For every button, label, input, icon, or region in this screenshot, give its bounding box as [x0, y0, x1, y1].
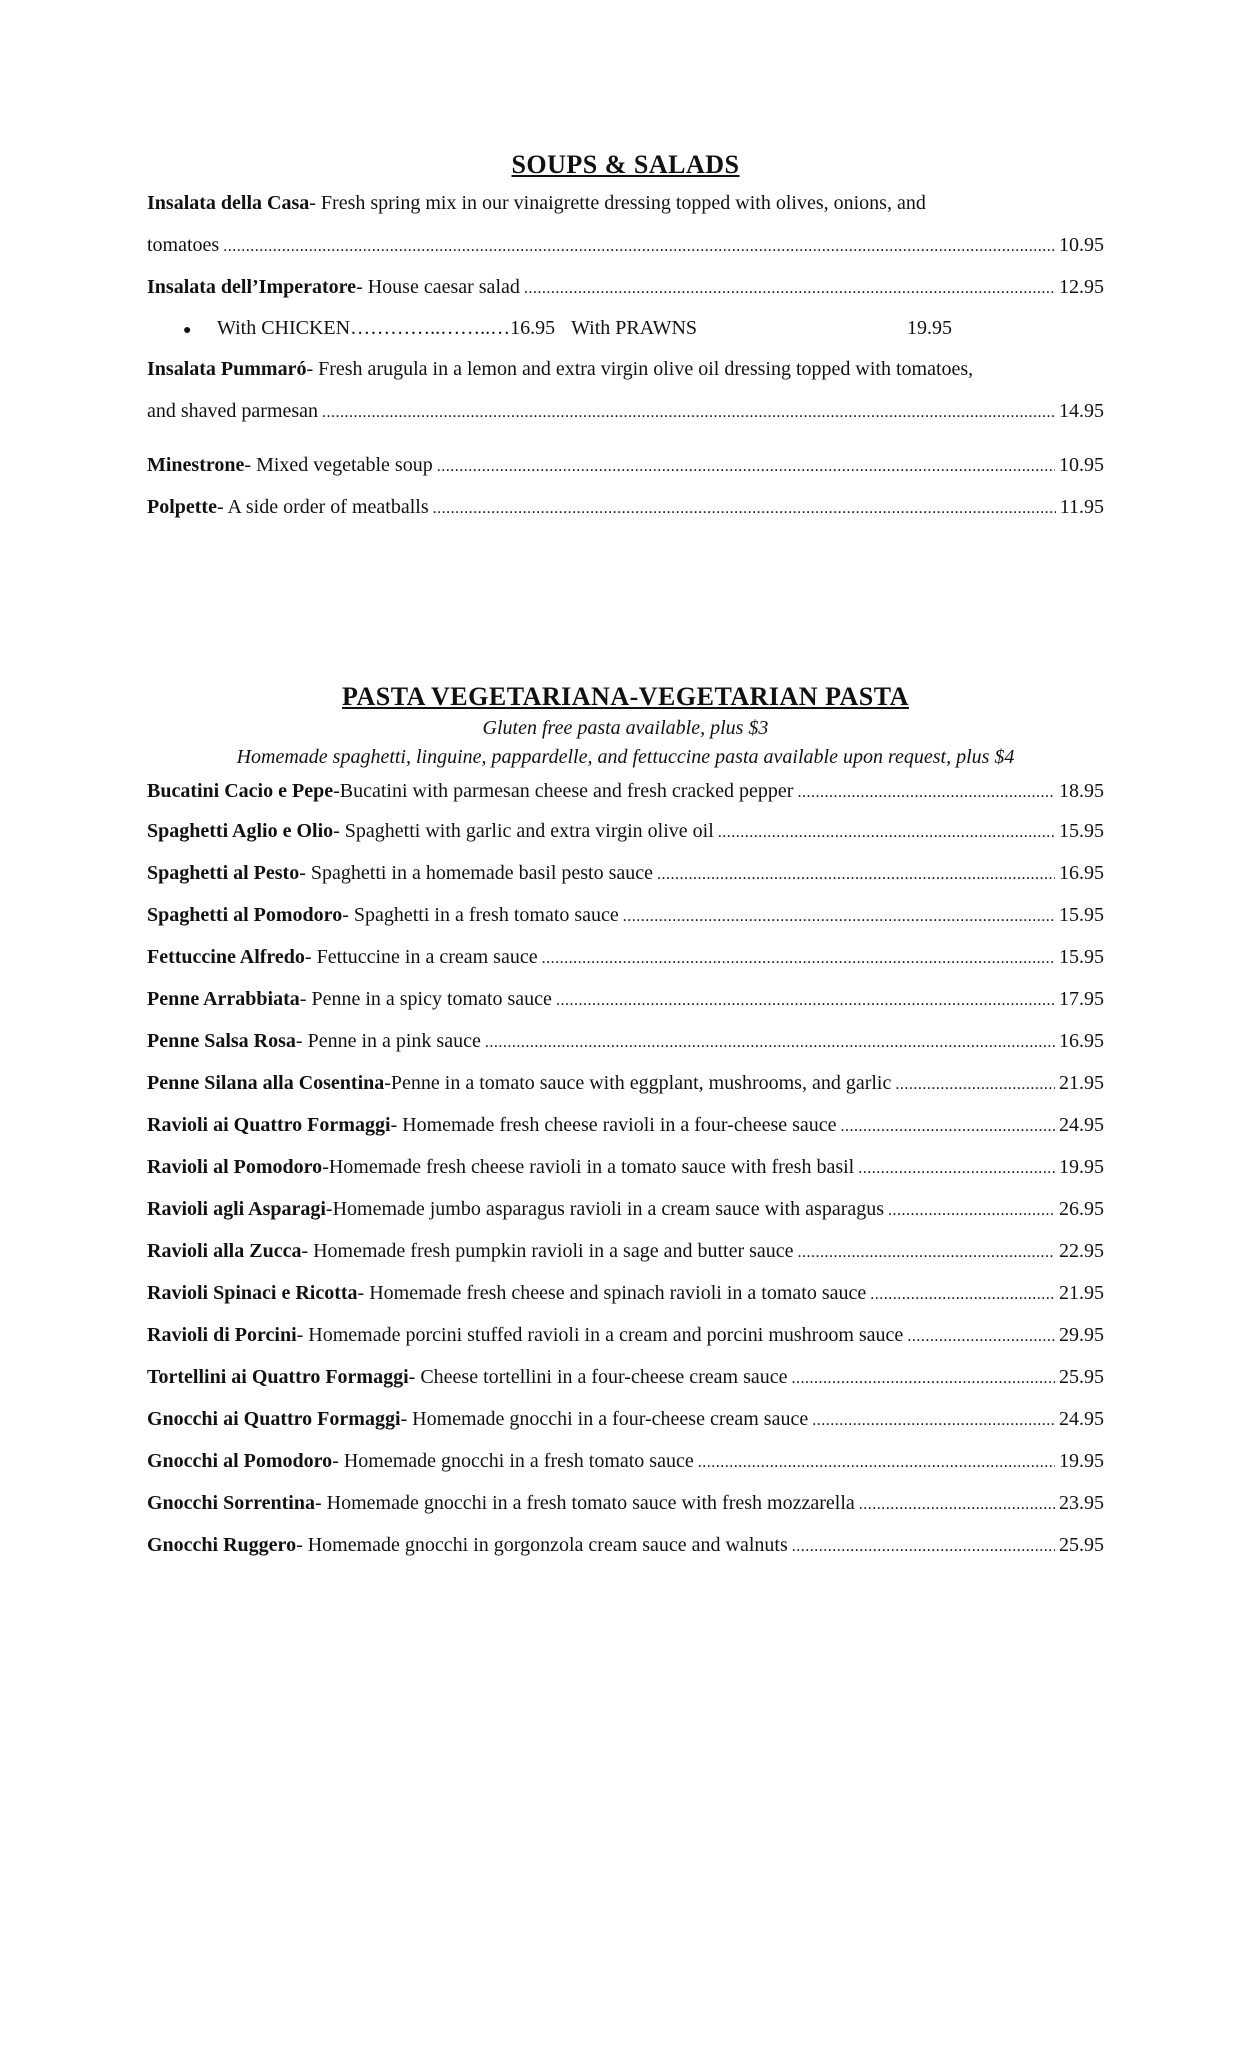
dot-leader [556, 978, 1055, 1022]
menu-item [147, 1188, 1104, 1230]
gluten-free-note: Gluten free pasta available, plus $3 [482, 717, 769, 739]
item-name: Gnocchi Sorrentina [147, 1492, 315, 1514]
menu-item [147, 936, 1104, 978]
item-price: 21.95 [1059, 1072, 1104, 1094]
menu-item-pummaro [147, 348, 1104, 390]
item-description: - Fresh arugula in a lemon and extra virgin olive oil dressing topped with tomatoes, [306, 358, 974, 380]
dot-leader [859, 1482, 1055, 1526]
item-price: 15.95 [1059, 946, 1104, 968]
dot-leader [433, 486, 1056, 530]
item-price: 15.95 [1059, 820, 1104, 842]
item-price: 16.95 [1059, 1030, 1104, 1052]
dot-leader [698, 1440, 1055, 1484]
dot-leader [542, 936, 1055, 980]
item-description: - A side order of meatballs [216, 496, 429, 518]
menu-item [147, 1104, 1104, 1146]
addon-chicken-dots: …………..……..… [350, 317, 511, 339]
item-price: 25.95 [1059, 1366, 1104, 1388]
item-description: -Bucatini with parmesan cheese and fresh cracked pepper [333, 780, 794, 802]
item-name: Polpette [147, 496, 217, 518]
item-description: - Cheese tortellini in a four-cheese cream sauce [408, 1366, 788, 1388]
item-name: Minestrone [147, 454, 245, 476]
item-name: Bucatini Cacio e Pepe [147, 780, 334, 802]
item-price: 25.95 [1059, 1534, 1104, 1556]
item-name: Ravioli al Pomodoro [147, 1156, 323, 1178]
item-name: Penne Arrabbiata [147, 988, 300, 1010]
dot-leader [223, 224, 1055, 268]
menu-item [147, 1440, 1104, 1482]
addon-chicken-price: 16.95 [510, 317, 556, 339]
dot-leader [792, 1356, 1055, 1400]
item-description: - Spaghetti with garlic and extra virgin olive oil [333, 820, 714, 842]
item-name: Ravioli alla Zucca [147, 1240, 302, 1262]
dot-leader [895, 1062, 1055, 1106]
menu-item [147, 1398, 1104, 1440]
item-name: Ravioli ai Quattro Formaggi [147, 1114, 391, 1136]
dot-leader [322, 390, 1055, 434]
item-description: - Spaghetti in a fresh tomato sauce [342, 904, 619, 926]
menu-item [147, 1020, 1104, 1062]
item-name: Insalata dell’Imperatore [147, 276, 357, 298]
item-description: - Spaghetti in a homemade basil pesto sauce [299, 862, 654, 884]
item-description: - Homemade fresh pumpkin ravioli in a sage and butter sauce [301, 1240, 794, 1262]
dot-leader [718, 810, 1055, 854]
item-description-cont: and shaved parmesan [147, 400, 319, 422]
item-price: 26.95 [1059, 1198, 1104, 1220]
item-description: -Homemade fresh cheese ravioli in a tomato sauce with fresh basil [322, 1156, 855, 1178]
item-description: - Homemade fresh cheese ravioli in a four-cheese sauce [390, 1114, 837, 1136]
menu-item [147, 772, 1104, 810]
menu-item [147, 1356, 1104, 1398]
dot-leader [812, 1398, 1055, 1442]
item-name: Spaghetti al Pomodoro [147, 904, 343, 926]
item-price: 12.95 [1059, 276, 1104, 298]
menu-item-polpette [147, 486, 1104, 528]
item-price: 14.95 [1059, 400, 1104, 422]
item-description: -Homemade jumbo asparagus ravioli in a cream sauce with asparagus [325, 1198, 885, 1220]
dot-leader [792, 1524, 1055, 1568]
item-name: Ravioli di Porcini [147, 1324, 297, 1346]
item-description: - House caesar salad [356, 276, 520, 298]
item-name: Penne Silana alla Cosentina [147, 1072, 385, 1094]
dot-leader [657, 852, 1055, 896]
item-price: 23.95 [1059, 1492, 1104, 1514]
item-description: - Penne in a pink sauce [295, 1030, 481, 1052]
item-name: Insalata Pummaró [147, 358, 307, 380]
menu-item [147, 1314, 1104, 1356]
menu-item-casa [147, 182, 1104, 224]
addon-chicken-label: With CHICKEN [217, 317, 351, 339]
menu-item [147, 1482, 1104, 1524]
addon-prawns-label: With PRAWNS [571, 317, 698, 339]
menu-item [147, 1272, 1104, 1314]
item-description: - Penne in a spicy tomato sauce [299, 988, 552, 1010]
soups-salads-section [147, 148, 1104, 528]
item-description: - Fresh spring mix in our vinaigrette dressing topped with olives, onions, and [309, 192, 926, 214]
dot-leader [797, 772, 1055, 812]
item-description: - Homemade fresh cheese and spinach ravioli in a tomato sauce [357, 1282, 867, 1304]
item-price: 18.95 [1059, 780, 1104, 802]
item-description: - Mixed vegetable soup [244, 454, 433, 476]
dot-leader [907, 1314, 1055, 1358]
item-name: Gnocchi al Pomodoro [147, 1450, 333, 1472]
menu-item-imperatore [147, 266, 1104, 308]
dot-leader [623, 894, 1055, 938]
homemade-pasta-note: Homemade spaghetti, linguine, pappardelle, and fettuccine pasta available upon request, plus $4 [236, 746, 1015, 768]
menu-item-minestrone [147, 444, 1104, 486]
dot-leader [858, 1146, 1055, 1190]
item-description: - Homemade gnocchi in gorgonzola cream sauce and walnuts [296, 1534, 788, 1556]
section-title-pasta: PASTA VEGETARIANA-VEGETARIAN PASTA [342, 682, 909, 711]
pasta-section [147, 680, 1104, 1566]
menu-item [147, 852, 1104, 894]
dot-leader [798, 1230, 1055, 1274]
addon-row [147, 308, 1104, 348]
menu-item [147, 1524, 1104, 1566]
menu-item [147, 1062, 1104, 1104]
addon-prawns-price: 19.95 [907, 317, 953, 339]
item-description-cont: tomatoes [147, 234, 220, 256]
item-name: Penne Salsa Rosa [147, 1030, 296, 1052]
bullet-icon: ● [183, 323, 192, 338]
item-price: 24.95 [1059, 1408, 1104, 1430]
item-name: Spaghetti Aglio e Olio [147, 820, 334, 842]
item-price: 29.95 [1059, 1324, 1104, 1346]
item-description: -Penne in a tomato sauce with eggplant, mushrooms, and garlic [384, 1072, 892, 1094]
item-description: - Homemade gnocchi in a four-cheese cream sauce [400, 1408, 809, 1430]
dot-leader [841, 1104, 1055, 1148]
dot-leader [870, 1272, 1055, 1316]
item-description: - Homemade gnocchi in a fresh tomato sauce [332, 1450, 694, 1472]
item-price: 16.95 [1059, 862, 1104, 884]
item-name: Fettuccine Alfredo [147, 946, 305, 968]
item-name: Ravioli agli Asparagi [147, 1198, 326, 1220]
item-name: Gnocchi Ruggero [147, 1534, 297, 1556]
item-price: 19.95 [1059, 1450, 1104, 1472]
dot-leader [437, 444, 1055, 488]
item-description: - Fettuccine in a cream sauce [304, 946, 538, 968]
item-price: 19.95 [1059, 1156, 1104, 1178]
item-price: 15.95 [1059, 904, 1104, 926]
item-name: Spaghetti al Pesto [147, 862, 300, 884]
item-price: 11.95 [1059, 496, 1104, 518]
item-name: Tortellini ai Quattro Formaggi [147, 1366, 409, 1388]
dot-leader [485, 1020, 1055, 1064]
dot-leader [888, 1188, 1055, 1232]
menu-item-casa-cont [147, 224, 1104, 266]
menu-item [147, 894, 1104, 936]
menu-item-pummaro-cont [147, 390, 1104, 432]
dot-leader [524, 266, 1055, 310]
pasta-list [147, 772, 1104, 1566]
item-description: - Homemade porcini stuffed ravioli in a cream and porcini mushroom sauce [296, 1324, 904, 1346]
item-price: 21.95 [1059, 1282, 1104, 1304]
item-price: 22.95 [1059, 1240, 1104, 1262]
item-name: Insalata della Casa [147, 192, 310, 214]
menu-item [147, 1146, 1104, 1188]
item-name: Ravioli Spinaci e Ricotta [147, 1282, 358, 1304]
item-price: 10.95 [1059, 234, 1104, 256]
item-price: 24.95 [1059, 1114, 1104, 1136]
menu-item [147, 978, 1104, 1020]
item-name: Gnocchi ai Quattro Formaggi [147, 1408, 401, 1430]
menu-item [147, 810, 1104, 852]
item-description: - Homemade gnocchi in a fresh tomato sauce with fresh mozzarella [314, 1492, 855, 1514]
item-price: 10.95 [1059, 454, 1104, 476]
item-price: 17.95 [1059, 988, 1104, 1010]
menu-item [147, 1230, 1104, 1272]
section-title-soups: SOUPS & SALADS [511, 150, 740, 179]
